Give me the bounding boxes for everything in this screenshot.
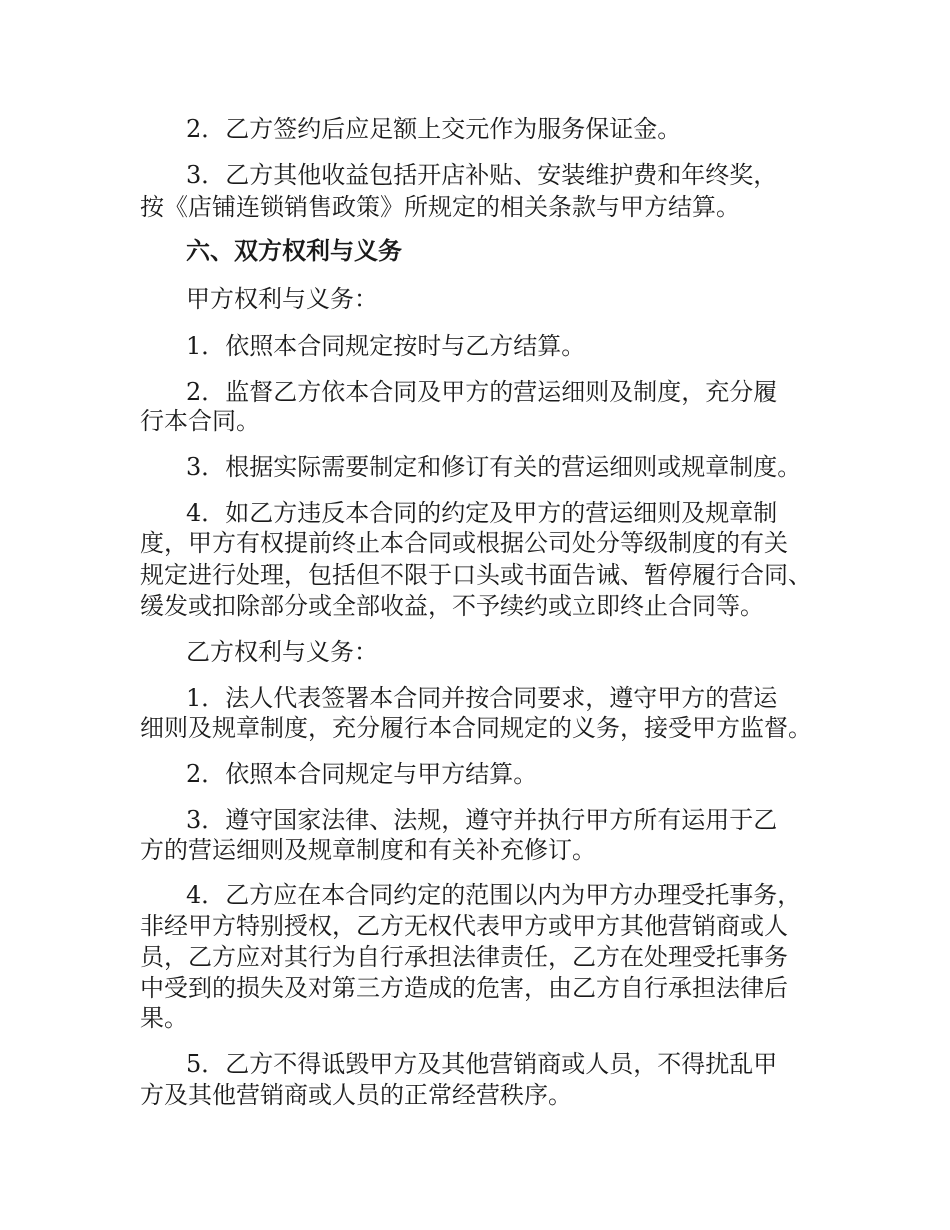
deposit-clause: 2．乙方签约后应足额上交元作为服务保证金。 xyxy=(186,115,682,143)
party-a-item-4-line-2: 度，甲方有权提前终止本合同或根据公司处分等级制度的有关 xyxy=(140,529,788,557)
party-a-item-3: 3．根据实际需要制定和修订有关的营运细则或规章制度。 xyxy=(186,453,802,481)
party-b-item-4-line-3: 员，乙方应对其行为自行承担法律责任，乙方在处理受托事务 xyxy=(140,943,788,971)
party-b-item-4-line-2: 非经甲方特别授权，乙方无权代表甲方或甲方其他营销商或人 xyxy=(140,912,788,940)
party-b-item-2: 2．依照本合同规定与甲方结算。 xyxy=(186,760,538,788)
income-clause-line-2: 按《店铺连锁销售政策》所规定的相关条款与甲方结算。 xyxy=(140,193,740,221)
party-b-title: 乙方权利与义务： xyxy=(186,638,378,666)
party-b-item-4-line-1: 4．乙方应在本合同约定的范围以内为甲方办理受托事务， xyxy=(186,881,802,909)
party-b-item-5-line-1: 5．乙方不得诋毁甲方及其他营销商或人员，不得扰乱甲 xyxy=(186,1050,778,1078)
party-b-item-4-line-4: 中受到的损失及对第三方造成的危害，由乙方自行承担法律后 xyxy=(140,974,788,1002)
party-b-item-1-line-2: 细则及规章制度，充分履行本合同规定的义务，接受甲方监督。 xyxy=(140,714,812,742)
party-b-item-3-line-1: 3．遵守国家法律、法规，遵守并执行甲方所有运用于乙 xyxy=(186,806,778,834)
party-a-item-1: 1．依照本合同规定按时与乙方结算。 xyxy=(186,332,586,360)
party-a-title: 甲方权利与义务： xyxy=(186,285,378,313)
party-b-item-1-line-1: 1．法人代表签署本合同并按合同要求，遵守甲方的营运 xyxy=(186,684,778,712)
party-b-item-4-line-5: 果。 xyxy=(140,1004,188,1032)
party-a-item-4-line-3: 规定进行处理，包括但不限于口头或书面告诫、暂停履行合同、 xyxy=(140,561,812,589)
party-a-item-2-line-1: 2．监督乙方依本合同及甲方的营运细则及制度，充分履 xyxy=(186,378,778,406)
party-b-item-5-line-2: 方及其他营销商或人员的正常经营秩序。 xyxy=(140,1081,572,1109)
section-heading: 六、双方权利与义务 xyxy=(186,236,402,265)
party-a-item-2-line-2: 行本合同。 xyxy=(140,407,260,435)
party-a-item-4-line-4: 缓发或扣除部分或全部收益，不予续约或立即终止合同等。 xyxy=(140,592,764,620)
party-b-item-3-line-2: 方的营运细则及规章制度和有关补充修订。 xyxy=(140,836,596,864)
party-a-item-4-line-1: 4．如乙方违反本合同的约定及甲方的营运细则及规章制 xyxy=(186,499,778,527)
income-clause-line-1: 3．乙方其他收益包括开店补贴、安装维护费和年终奖， xyxy=(186,161,778,189)
